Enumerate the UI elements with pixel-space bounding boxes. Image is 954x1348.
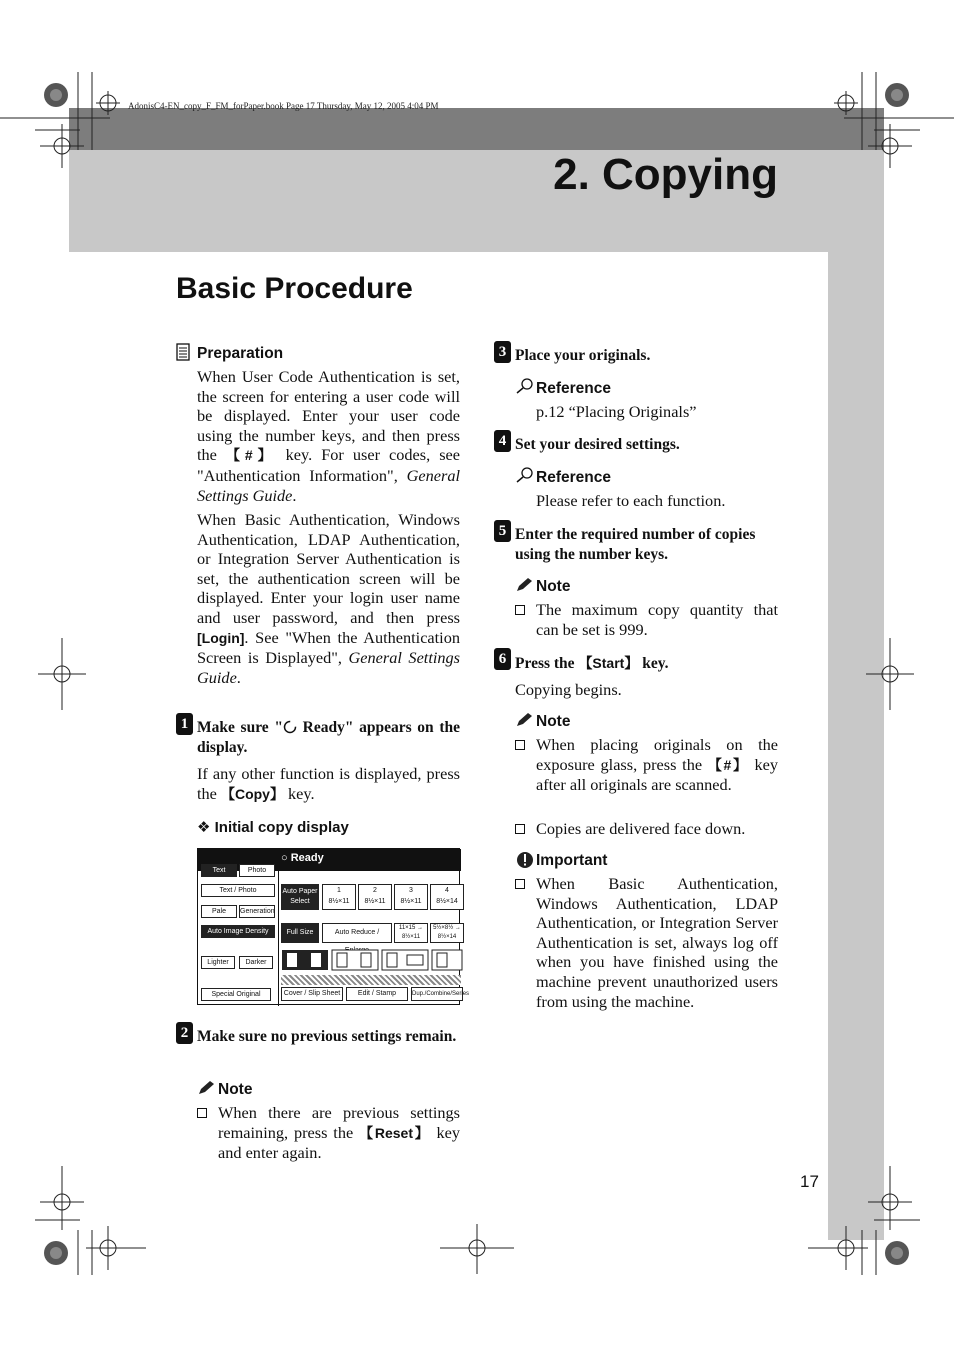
step-5-number: 5 <box>494 520 511 542</box>
step-1-title <box>197 718 460 758</box>
preparation-paragraph-1 <box>197 367 460 505</box>
tray-3-size: 8½×11 <box>400 898 422 905</box>
tray-4-num: 4 <box>445 887 449 894</box>
screen-darker-button: Darker <box>239 956 273 969</box>
preparation-p2-text-2: . See "When the Authentication Screen is Displayed", <box>197 627 460 668</box>
hash-key-label: 【#】 <box>225 447 277 464</box>
ready-circle-icon <box>283 720 297 734</box>
step-2-note-text <box>218 1103 460 1163</box>
tray-1-num: 1 <box>337 887 341 894</box>
step-1-title-a: Make sure " <box>197 719 283 736</box>
preparation-p1-text: When User Code Authentication is set, the screen for entering a user code will be displayed. Enter your user code using the number keys, and then press the <box>197 367 460 465</box>
step-1-body-b: key. <box>283 783 315 803</box>
step-3-reference-label: Reference <box>536 380 611 397</box>
screen-ratio-1: 11×15 → 8½×11 <box>394 923 428 943</box>
screen-auto-paper-button: Auto Paper Select <box>281 884 319 910</box>
screen-ready: ○ Ready <box>281 852 324 864</box>
step-5-note-text: The maximum copy quantity that can be set is 999. <box>536 600 778 639</box>
note-pencil-icon-2 <box>515 577 533 593</box>
general-settings-guide-ref-2: General Settings Guide <box>197 648 460 687</box>
preparation-paragraph-2 <box>197 510 460 687</box>
step-4-reference-text: Please refer to each function. <box>536 491 726 510</box>
preparation-p2-text: When Basic Authentication, Windows Authentication, LDAP Authentication, or Integration Server Authentication is set, the authentication screen will be displayed. Enter your login user name and user password, and then press <box>197 510 460 627</box>
step-2-note-a: When there are previous settings remaining, press the <box>218 1103 460 1142</box>
screen-auto-reduce-button: Auto Reduce / <box>322 923 392 943</box>
screen-lighter-button: Lighter <box>201 956 235 969</box>
screen-dup-combine-button: Dup./Combine/Series <box>411 987 463 1001</box>
important-icon <box>515 850 535 870</box>
screen-photo-button: Photo <box>239 864 275 877</box>
important-text: When Basic Authentication, Windows Authentication, LDAP Authentication, or Integration Server Authentication is set, always log off when you have finished using the machine prevent unauthorized users from using the machine. <box>536 874 778 1011</box>
step-4-title: Set your desired settings. <box>515 436 680 453</box>
preparation-p1-end: . <box>292 485 297 505</box>
tray-2-num: 2 <box>373 887 377 894</box>
section-title: Basic Procedure <box>176 272 413 305</box>
step-1-title-b: Ready" appears on the display. <box>197 719 460 756</box>
screen-auto-density-button: Auto Image Density <box>201 925 275 938</box>
step-6-title <box>515 653 669 674</box>
step-1-body <box>197 764 460 804</box>
chapter-title: 2. Copying <box>553 150 778 199</box>
important-checkbox-icon <box>515 879 525 889</box>
caption-text: Initial copy display <box>214 819 349 836</box>
step-2-note-label: Note <box>218 1081 253 1098</box>
step-6-note-1 <box>536 735 778 795</box>
general-settings-guide-ref: General Settings Guide <box>197 465 460 505</box>
screen-pale-button: Pale <box>201 905 237 918</box>
screen-cover-slip-button: Cover / Slip Sheet <box>281 987 343 1001</box>
preparation-icon <box>176 343 191 362</box>
step-2-note-b: key and enter again. <box>218 1122 461 1163</box>
login-key-label: [Login] <box>197 629 245 646</box>
step-6-title-a: Press the <box>515 655 579 672</box>
screen-tray-4 <box>430 884 464 910</box>
screen-text-button: Text <box>201 864 237 877</box>
preparation-p2-end: . <box>236 667 241 687</box>
note-pencil-icon <box>197 1080 215 1096</box>
step-6-number: 6 <box>494 648 511 670</box>
screen-hatched-bar <box>281 975 461 985</box>
initial-copy-display-caption <box>197 818 349 836</box>
step-6-body: Copying begins. <box>515 680 622 699</box>
copy-key-label: 【Copy】 <box>220 785 284 802</box>
step-6-note-1-b: key after all originals are scanned. <box>536 754 778 795</box>
preparation-label: Preparation <box>197 345 284 362</box>
diamond-bullet-icon: ❖ <box>197 819 211 836</box>
screen-special-original-button: Special Original <box>201 988 271 1001</box>
step-1-body-a: If any other function is displayed, press the <box>197 764 460 803</box>
step-6-title-b: key. <box>638 655 669 672</box>
hash-key-label-2: 【#】 <box>707 756 749 773</box>
step-4-number: 4 <box>494 430 511 452</box>
screen-edit-stamp-button: Edit / Stamp <box>346 987 408 1001</box>
screen-ratio-2: 5½×8½ → 8½×14 <box>430 923 464 943</box>
screen-generation-button: Generation <box>239 905 275 918</box>
screen-tray-1 <box>322 884 356 910</box>
tray-1-size: 8½×11 <box>328 898 350 905</box>
reference-magnifier-icon-2 <box>515 467 535 483</box>
page-number: 17 <box>800 1172 819 1191</box>
step-5-note-label: Note <box>536 578 571 595</box>
step-2-note-checkbox-icon <box>197 1108 207 1118</box>
step-6-note-2-checkbox-icon <box>515 824 525 834</box>
step-5-note-checkbox-icon <box>515 605 525 615</box>
step-6-note-label: Note <box>536 713 571 730</box>
step-1-number: 1 <box>176 713 193 735</box>
note-pencil-icon-3 <box>515 712 533 728</box>
screen-full-size-button: Full Size <box>281 923 319 943</box>
step-6-note-2: Copies are delivered face down. <box>536 819 746 838</box>
step-3-number: 3 <box>494 341 511 363</box>
step-6-note-1-checkbox-icon <box>515 740 525 750</box>
step-2-number: 2 <box>176 1022 193 1044</box>
screen-tray-3 <box>394 884 428 910</box>
important-label: Important <box>536 852 608 869</box>
screen-duplex-icons <box>281 949 461 971</box>
step-5-title: Enter the required number of copies using the number keys. <box>515 526 756 563</box>
tray-4-size: 8½×14 <box>436 898 458 905</box>
screen-tray-2 <box>358 884 392 910</box>
print-header-line: AdonisC4-EN_copy_F_FM_forPaper.book Page 17 Thursday, May 12, 2005 4:04 PM <box>128 101 439 111</box>
reset-key-label: 【Reset】 <box>359 1124 431 1141</box>
step-3-title: Place your originals. <box>515 347 651 364</box>
screen-text-photo-button: Text / Photo <box>201 884 275 897</box>
reference-magnifier-icon <box>515 378 535 394</box>
start-key-label: 【Start】 <box>578 655 639 671</box>
preparation-p1-text-2: key. For user codes, see "Authentication Information", <box>197 445 460 485</box>
tray-2-size: 8½×11 <box>364 898 386 905</box>
screen-ready-text: Ready <box>290 852 324 864</box>
step-4-reference-label: Reference <box>536 469 611 486</box>
step-6-note-1-a: When placing originals on the exposure glass, press the <box>536 735 778 774</box>
step-2-title: Make sure no previous settings remain. <box>197 1028 457 1045</box>
copier-display-screenshot <box>197 848 470 1005</box>
tray-3-num: 3 <box>409 887 413 894</box>
step-3-reference-text: p.12 “Placing Originals” <box>536 402 697 421</box>
